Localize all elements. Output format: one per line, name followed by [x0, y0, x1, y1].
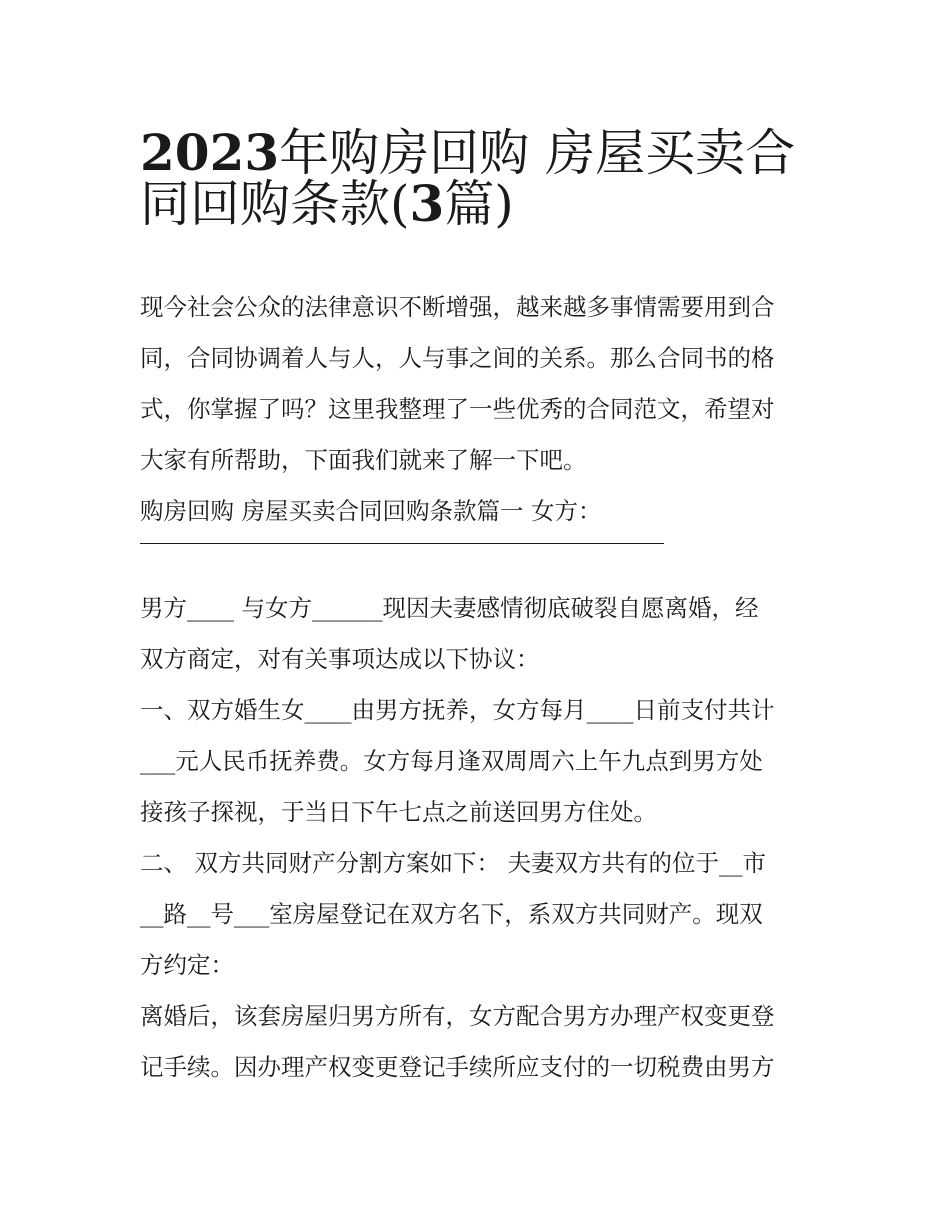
document-title — [140, 112, 820, 233]
body-line: 男方____ 与女方______现因夫妻感情彻底破裂自愿离婚，经 — [140, 594, 759, 622]
body-line: 现今社会公众的法律意识不断增强，越来越多事情需要用到合 — [140, 293, 775, 321]
title-line-2-a: 同回购条款( — [140, 175, 410, 233]
title-line-1-text: 年购房回购 房屋买卖合 — [279, 124, 796, 182]
body-line: __路__号___室房屋登记在双方名下，系双方共同财产。现双 — [140, 900, 763, 928]
body-line: 方约定： — [140, 951, 234, 979]
title-line-1 — [140, 112, 820, 182]
document-body — [140, 282, 820, 1093]
blank-fill-line — [140, 542, 664, 544]
title-year: 2023 — [140, 123, 280, 182]
body-line: 接孩子探视，于当日下午七点之前送回男方住处。 — [140, 798, 657, 826]
body-line: 离婚后，该套房屋归男方所有，女方配合男方办理产权变更登 — [140, 1002, 775, 1030]
body-line: ___元人民币抚养费。女方每月逢双周周六上午九点到男方处 — [140, 747, 763, 775]
body-line: 式，你掌握了吗？这里我整理了一些优秀的合同范文，希望对 — [140, 395, 775, 423]
body-line: 双方商定，对有关事项达成以下协议： — [140, 645, 540, 673]
body-line: 大家有所帮助，下面我们就来了解一下吧。 — [140, 446, 587, 474]
title-line-2-b: 3 — [409, 174, 445, 233]
section-heading: 购房回购 房屋买卖合同回购条款篇一 女方： — [140, 497, 602, 525]
body-line: 记手续。因办理产权变更登记手续所应支付的一切税费由男方 — [140, 1053, 775, 1081]
title-line-2-c: 篇) — [444, 175, 514, 233]
body-line: 一、双方婚生女____由男方抚养，女方每月____日前支付共计 — [140, 696, 775, 724]
body-line: 二、 双方共同财产分割方案如下： 夫妻双方共有的位于__市 — [140, 849, 766, 877]
body-line: 同，合同协调着人与人，人与事之间的关系。那么合同书的格 — [140, 344, 775, 372]
